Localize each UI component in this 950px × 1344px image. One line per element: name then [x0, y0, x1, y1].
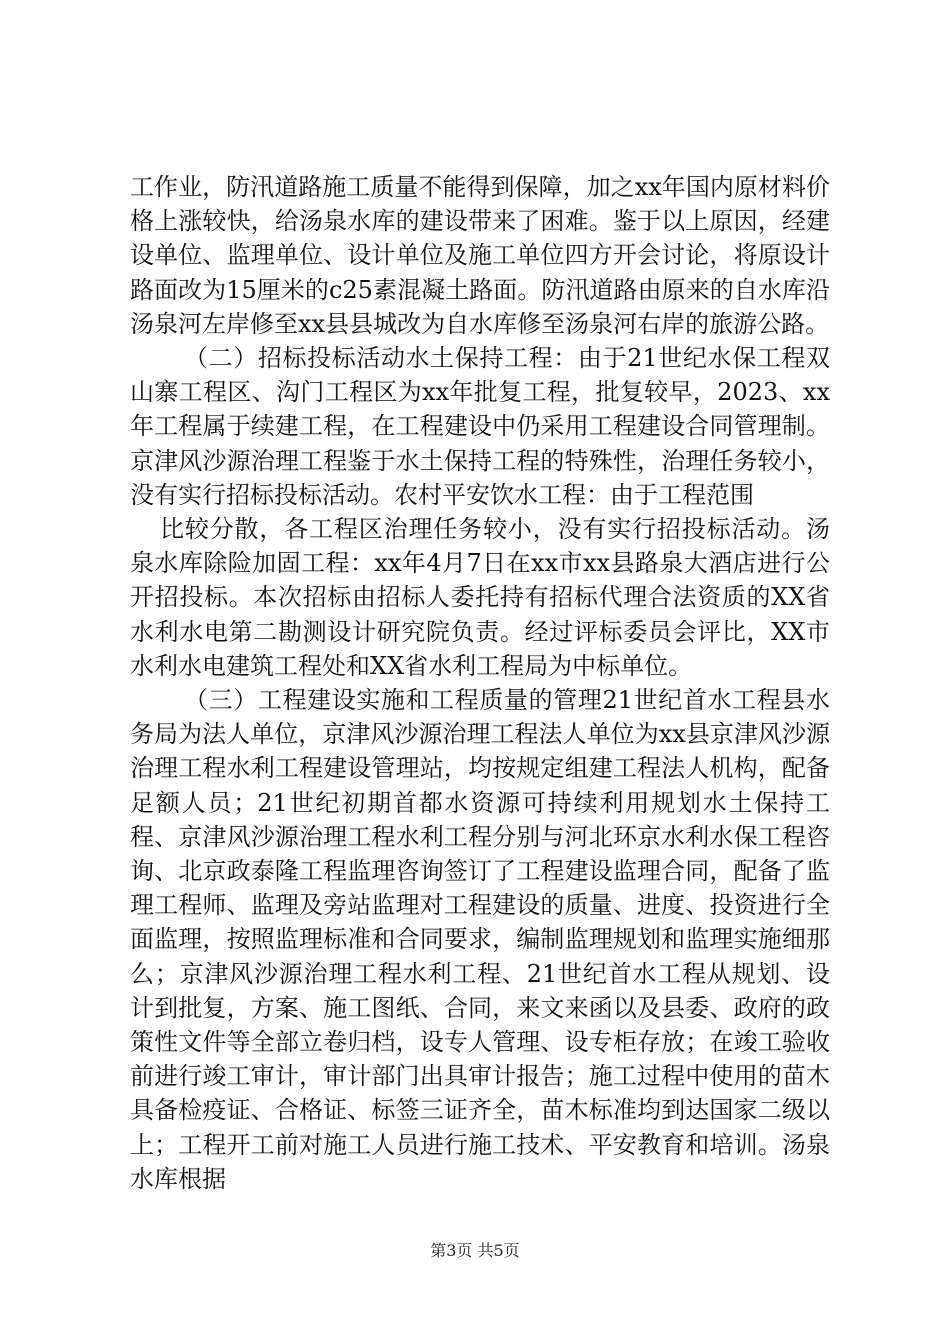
document-body: [130, 170, 830, 1196]
paragraph-bidding-continued: 比较分散，各工程区治理任务较小，没有实行招投标活动。汤泉水库除险加固工程：xx年4月7日在xx市xx县路泉大酒店进行公开招投标。本次招标由招标人委托持有招标代理合法资质的XX省水利水电第二勘测设计研究院负责。经过评标委员会评比，XX市水利水电建筑工程处和XX省水利工程局为中标单位。: [130, 515, 830, 680]
page-number-footer: 第3页 共5页: [430, 1241, 520, 1260]
paragraph-bidding: （二）招标投标活动水土保持工程：由于21世纪水保工程双山寨工程区、沟门工程区为xx年批复工程，批复较早，2023、xx年工程属于续建工程，在工程建设中仍采用工程建设合同管理制。京津风沙源治理工程鉴于水土保持工程的特殊性，治理任务较小，没有实行招标投标活动。农村平安饮水工程：由于工程范围: [130, 344, 830, 509]
paragraph-construction-management: （三）工程建设实施和工程质量的管理21世纪首水工程县水务局为法人单位，京津风沙源治理工程法人单位为xx县京津风沙源治理工程水利工程建设管理站，均按规定组建工程法人机构，配备足额人员；21世纪初期首都水资源可持续利用规划水土保持工程、京津风沙源治理工程水利工程分别与河北环京水利水保工程咨询、北京政泰隆工程监理咨询签订了工程建设监理合同，配备了监理工程师、监理及旁站监理对工程建设的质量、进度、投资进行全面监理，按照监理标准和合同要求，编制监理规划和监理实施细那么；京津风沙源治理工程水利工程、21世纪首水工程从规划、设计到批复，方案、施工图纸、合同，来文来函以及县委、政府的政策性文件等全部立卷归档，设专人管理、设专柜存放；在竣工验收前进行竣工审计，审计部门出具审计报告；施工过程中使用的苗木具备检疫证、合格证、标签三证齐全，苗木标准均到达国家二级以上；工程开工前对施工人员进行施工技术、平安教育和培训。汤泉水库根据: [130, 686, 830, 1193]
paragraph-continuation: 工作业，防汛道路施工质量不能得到保障，加之xx年国内原材料价格上涨较快，给汤泉水库的建设带来了困难。鉴于以上原因，经建设单位、监理单位、设计单位及施工单位四方开会讨论，将原设计路面改为15厘米的c25素混凝土路面。防汛道路由原来的自水库沿汤泉河左岸修至xx县县城改为自水库修至汤泉河右岸的旅游公路。: [130, 173, 830, 338]
